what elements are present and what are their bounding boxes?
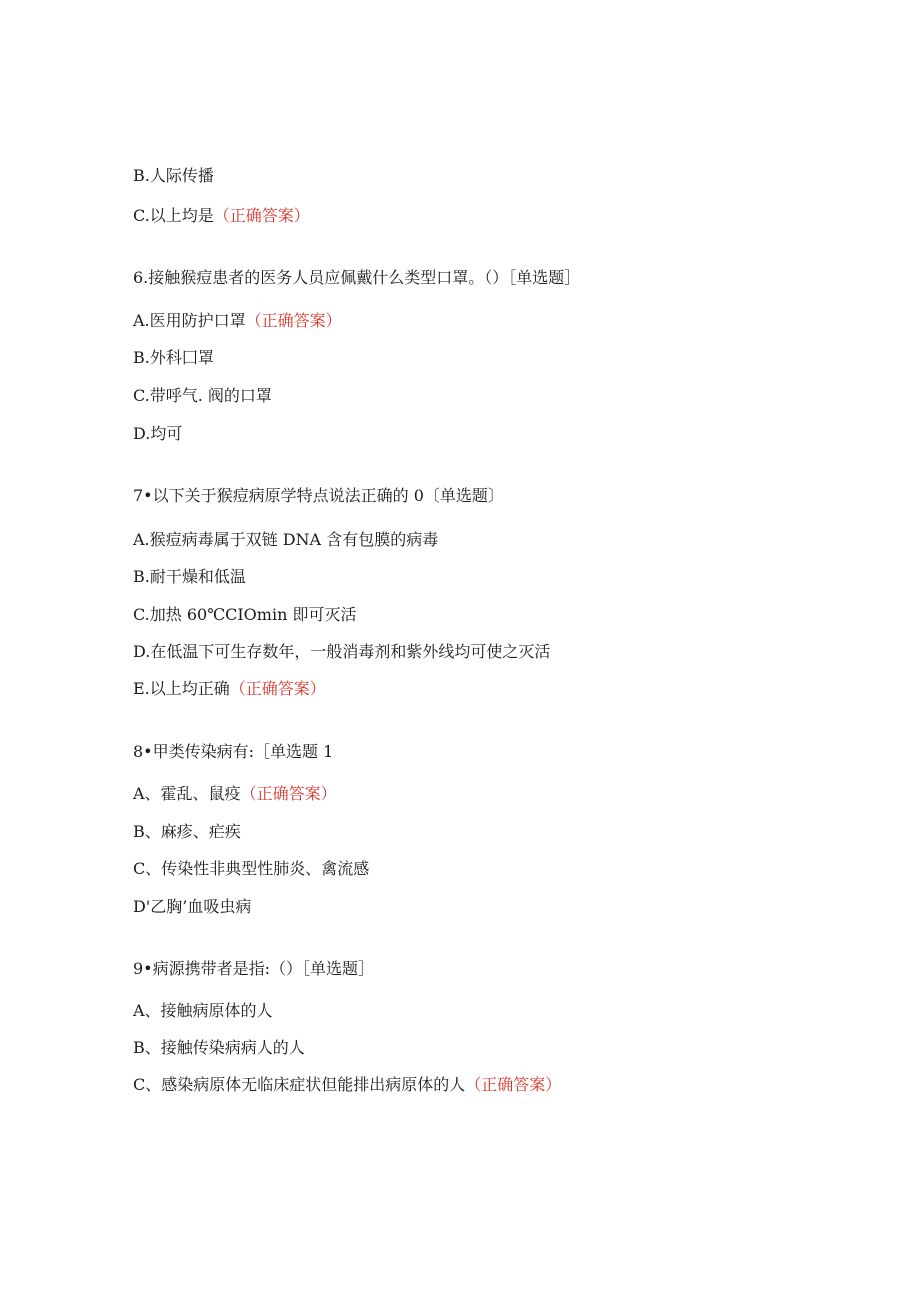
correct-answer-marker: （正确答案） (229, 679, 326, 698)
option-line: C.带呼气. 阀的口罩 (133, 386, 272, 405)
question-title: 8•甲类传染病有:［单选题 1 (133, 742, 334, 761)
option-line: B、接触传染病病人的人 (133, 1038, 305, 1057)
option-line: A、霍乱、鼠疫（正确答案） (133, 784, 337, 803)
option-line: C、传染性非典型性肺炎、禽流感 (133, 859, 370, 878)
option-line: A.医用防护口罩（正确答案） (133, 311, 342, 330)
option-line: C、感染病原体无临床症状但能排出病原体的人（正确答案） (133, 1075, 562, 1094)
option-line: C.加热 60℃CIOmin 即可灭活 (133, 605, 357, 624)
option-line: A、接触病原体的人 (133, 1001, 273, 1020)
option-line: A.猴痘病毒属于双链 DNA 含有包膜的病毒 (133, 530, 439, 549)
correct-answer-marker: （正确答案） (465, 1075, 562, 1094)
correct-answer-marker: （正确答案） (245, 311, 342, 330)
question-title: 6.接触猴痘患者的医务人员应佩戴什么类型口罩。（）［单选题］ (133, 268, 581, 287)
correct-answer-marker: （正确答案） (240, 784, 337, 803)
question-title: 7•以下关于猴痘病原学特点说法正确的 0〔单选题〕 (133, 486, 504, 505)
option-line: E.以上均正确（正确答案） (133, 679, 326, 698)
option-line: D.在低温下可生存数年，一般消毒剂和紫外线均可使之灭活 (133, 642, 551, 661)
option-line: B.耐干燥和低温 (133, 567, 246, 586)
option-line: C.以上均是（正确答案） (133, 206, 310, 225)
option-line: B、麻疹、疟疾 (133, 822, 241, 841)
correct-answer-marker: （正确答案） (213, 206, 310, 225)
option-line: B.人际传播 (133, 166, 214, 185)
question-title: 9•病源携带者是指:（）［单选题］ (133, 959, 375, 978)
option-line: B.外科囗罩 (133, 348, 214, 367)
option-line: D.均可 (133, 424, 183, 443)
option-line: D'乙胸’血吸虫病 (133, 897, 252, 916)
